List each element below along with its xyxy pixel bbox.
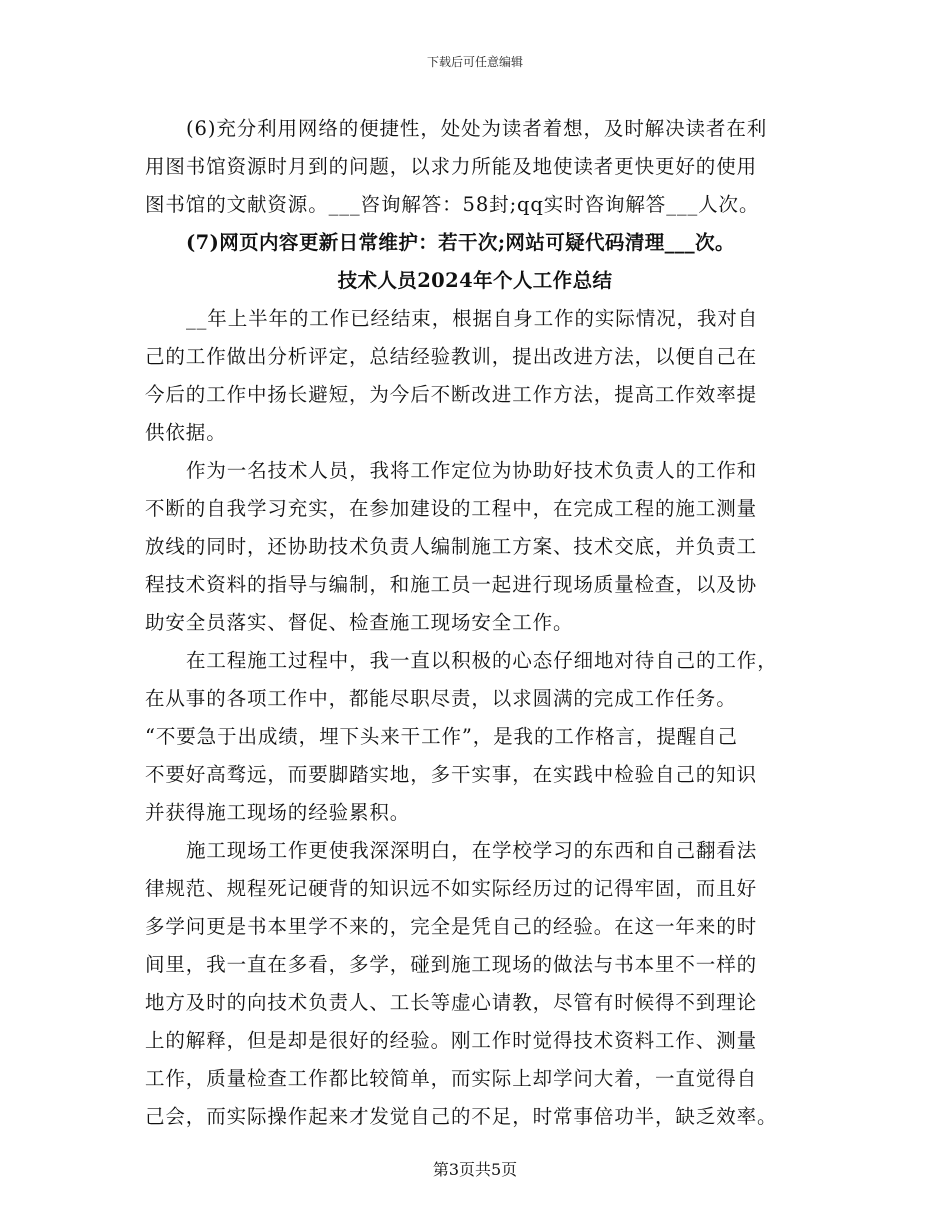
document-body	[145, 110, 805, 1136]
paragraph-line: 不要好高骛远，而要脚踏实地，多干实事，在实践中检验自己的知识	[145, 763, 758, 786]
paragraph-line: 供依据。	[145, 421, 227, 444]
page-header-note: 下载后可任意编辑	[426, 55, 523, 69]
paragraph-line: __年上半年的工作已经结束，根据自身工作的实际情况，我对自	[186, 307, 759, 330]
paragraph-line: 上的解释，但是却是很好的经验。刚工作时觉得技术资料工作、测量	[145, 1029, 758, 1052]
paragraph-line: 今后的工作中扬长避短，为今后不断改进工作方法，提高工作效率提	[145, 383, 758, 406]
bold-paragraph-line: (7)网页内容更新日常维护：若干次;网站可疑代码清理___次。	[186, 231, 735, 254]
paragraph-line: 间里，我一直在多看，多学，碰到施工现场的做法与书本里不一样的	[145, 953, 758, 976]
paragraph-line: 程技术资料的指导与编制，和施工员一起进行现场质量检查，以及协	[145, 573, 758, 596]
paragraph-line: 己会，而实际操作起来才发觉自己的不足，时常事倍功半，缺乏效率。	[145, 1105, 778, 1128]
paragraph-line: 在从事的各项工作中，都能尽职尽责，以求圆满的完成工作任务。	[145, 687, 737, 710]
section-title: 技术人员2024年个人工作总结	[337, 269, 613, 292]
paragraph-line: 并获得施工现场的经验累积。	[145, 801, 411, 824]
paragraph-line: 在工程施工过程中，我一直以积极的心态仔细地对待自己的工作，	[186, 649, 778, 672]
paragraph-line: (6)充分利用网络的便捷性，处处为读者着想，及时解决读者在利	[186, 117, 768, 140]
paragraph-line: 放线的同时，还协助技术负责人编制施工方案、技术交底，并负责工	[145, 535, 758, 558]
paragraph-line: 施工现场工作更使我深深明白，在学校学习的东西和自己翻看法	[186, 839, 758, 862]
paragraph-line: 作为一名技术人员，我将工作定位为协助好技术负责人的工作和	[186, 459, 758, 482]
paragraph-line: 用图书馆资源时月到的问题，以求力所能及地使读者更快更好的使用	[145, 155, 758, 178]
paragraph-line: 图书馆的文献资源。___咨询解答：58封;qq实时咨询解答___人次。	[145, 193, 760, 216]
paragraph-line: 地方及时的向技术负责人、工长等虚心请教，尽管有时候得不到理论	[145, 991, 758, 1014]
paragraph-line: 多学问更是书本里学不来的，完全是凭自己的经验。在这一年来的时	[145, 915, 758, 938]
paragraph-line: 助安全员落实、督促、检查施工现场安全工作。	[145, 611, 574, 634]
page-number: 第3页共5页	[432, 1160, 518, 1179]
paragraph-line: 律规范、规程死记硬背的知识远不如实际经历过的记得牢固，而且好	[145, 877, 758, 900]
paragraph-line: 己的工作做出分析评定，总结经验教训，提出改进方法，以便自己在	[145, 345, 758, 368]
paragraph-line: 不断的自我学习充实，在参加建设的工程中，在完成工程的施工测量	[145, 497, 758, 520]
paragraph-line: 工作，质量检查工作都比较简单，而实际上却学问大着，一直觉得自	[145, 1067, 758, 1090]
paragraph-line: “不要急于出成绩，埋下头来干工作”，是我的工作格言，提醒自己	[145, 725, 738, 748]
